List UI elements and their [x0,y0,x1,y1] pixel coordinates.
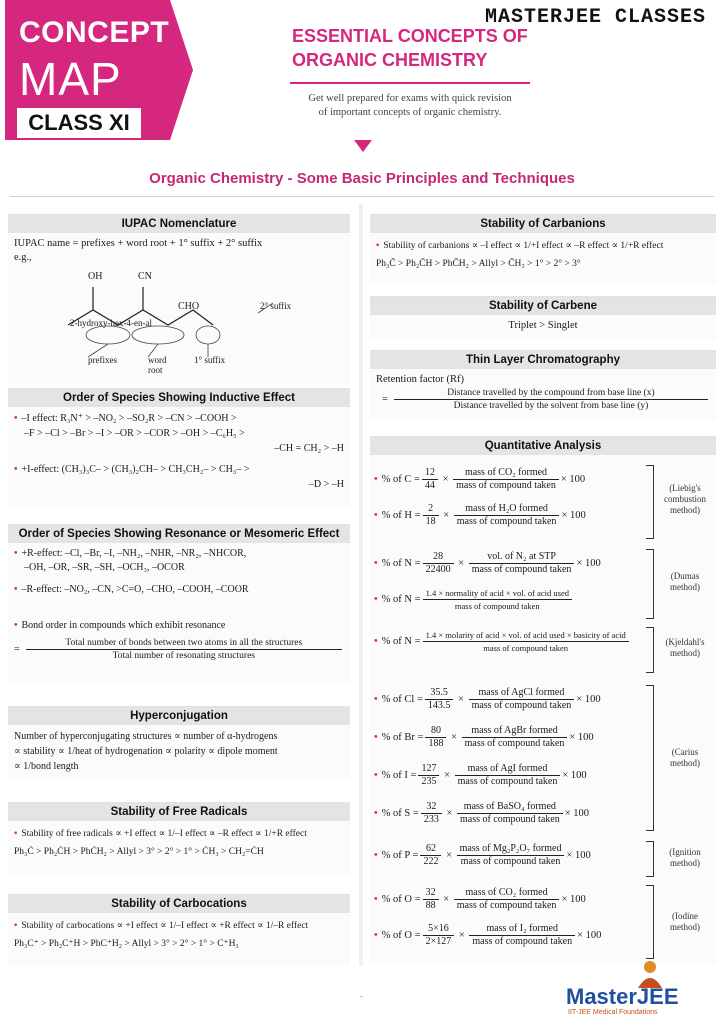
quantitative-title: Quantitative Analysis [370,437,716,455]
coef-num: 62 [420,843,441,856]
fraction-numerator: mass of H₂O formed [454,503,560,516]
struct-oh: OH [88,271,103,282]
method-bracket [646,685,654,831]
times-sign: × [440,893,452,905]
coef-den: 222 [423,856,439,867]
quantitative-row [374,843,636,868]
fraction-denominator: mass of compound taken [471,564,572,575]
row-fraction [469,687,575,712]
row-multiplier: × 100 [561,509,586,521]
quantitative-analysis-section [370,436,716,964]
quantitative-row [374,587,636,612]
row-lhs: % of Cl = [381,693,423,705]
carbanions-line2: Ph₃C̄ > Ph₂C̄H > PhC̄H₂ > Allyl > C̄H₃ > 1° > 2° > 3° [376,259,581,269]
method-bracket [646,627,654,673]
coef-den: 22400 [425,564,451,575]
row-coefficient [423,887,439,912]
label-prefixes: prefixes [88,355,117,365]
fraction-numerator: mass of BaSO₄ formed [457,801,563,814]
bullet-icon: • [374,557,378,569]
radicals-line1: Stability of free radicals ∝ +I effect ∝ 1/–I effect ∝ –R effect ∝ 1/+R effect [21,829,307,839]
minus-i-line1: –I effect: R₃N⁺ > –NO₂ > –SO₂R > –CN > –COOH > [21,413,237,424]
row-multiplier: × 100 [576,557,601,569]
coef-num: 35.5 [425,687,454,700]
subject-title: Organic Chemistry - Some Basic Principles and Techniques [149,170,575,187]
times-sign: × [448,731,460,743]
carbanions-line1: Stability of carbanions ∝ –I effect ∝ 1/+I effect ∝ –R effect ∝ 1/+R effect [383,241,664,251]
label-2-suffix: 2° suffix [260,301,292,311]
struct-chain-name: 2-hydroxy-hex-4-en-al [70,318,152,328]
row-fraction [455,763,561,788]
tagline [290,92,530,120]
row-fraction [453,467,559,492]
carbanions-section [370,214,716,284]
inductive-title: Order of Species Showing Inductive Effect [8,389,350,407]
bullet-icon: • [376,241,380,251]
resonance-title: Order of Species Showing Resonance or Mesomeric Effect [8,525,350,543]
carbene-section [370,296,716,340]
main-title-line1: ESSENTIAL CONCEPTS OF [292,26,528,46]
tlc-title: Thin Layer Chromatography [370,351,716,369]
coef-den: 88 [425,900,436,911]
bullet-icon: • [374,593,378,605]
free-radicals-title: Stability of Free Radicals [8,803,350,821]
fraction-denominator: mass of compound taken [454,601,540,611]
page-header [0,0,724,150]
carbocations-title: Stability of Carbocations [8,895,350,913]
coef-num: 5×16 [423,923,455,936]
times-sign: × [440,509,452,521]
carbanions-title: Stability of Carbanions [370,215,716,233]
coef-den: 233 [423,814,439,825]
tlc-retention-label: Retention factor (Rf) [376,374,465,385]
fraction-denominator: mass of compound taken [457,776,558,787]
badge-concept-text: CONCEPT [19,16,170,49]
bond-order-numerator: Total number of bonds between two atoms in all the structures [26,637,342,650]
plus-r-line2: –OH, –OR, –SR, –SH, –OCH₃, –OCOR [24,562,185,573]
bullet-icon: • [14,829,18,839]
fraction-denominator: mass of compound taken [483,643,569,653]
concept-map-badge [5,0,193,140]
method-bracket [646,549,654,619]
bullet-icon: • [14,584,18,595]
iupac-eg: e.g., [14,252,32,263]
tagline-line1: Get well prepared for exams with quick revision [308,93,512,104]
coef-den: 18 [425,516,436,527]
plus-r-line1: +R-effect: –Cl, –Br, –I, –NH₂, –NHR, –NR₂, –NHCOR, [21,548,247,559]
minus-i-line2: –F > –Cl > –Br > –I > –OR > –COR > –OH > –C₆H₅ > [24,428,245,439]
row-lhs: % of N = [381,635,421,647]
bullet-icon: • [374,769,378,781]
hyper-line2: ∝ stability ∝ 1/heat of hydrogenation ∝ polarity ∝ dipole moment [14,746,278,757]
bullet-icon: • [14,921,18,931]
quantitative-row [374,763,636,788]
fraction-denominator: mass of compound taken [460,856,561,867]
coef-den: 143.5 [427,700,451,711]
method-bracket [646,465,654,539]
row-coefficient [425,687,454,712]
bullet-icon: • [374,893,378,905]
iupac-section [8,214,350,384]
tagline-line2: of important concepts of organic chemistry. [318,107,502,118]
coef-num: 32 [423,887,439,900]
fraction-numerator: 1.4 × molarity of acid × vol. of acid used × basicity of acid [423,629,629,642]
row-coefficient [418,763,439,788]
times-sign: × [441,769,453,781]
carbocations-line2: Ph₃C⁺ > Ph₂C⁺H > PhC⁺H₂ > Allyl > 3° > 2° > 1° > C⁺H₃ [14,939,239,949]
coef-den: 2×127 [425,936,452,947]
subject-divider [10,196,714,197]
row-multiplier: × 100 [560,473,586,485]
bullet-icon: • [374,635,378,647]
bullet-icon: • [374,807,378,819]
coef-den: 188 [428,738,444,749]
row-coefficient [425,725,446,750]
bullet-icon: • [374,473,378,485]
radicals-line2: Ph₃Ċ > Ph₂ĊH > PhĊH₂ > Allyl > 3° > 2° > 1° > ĊH₃ > CH₂=ĊH [14,847,264,857]
coef-num: 80 [425,725,446,738]
tlc-section: Thin Layer Chromatography Retention factor (Rf) = $\frac{\text{Distance travelled by the compound from base line (x)}}{\text{Distance travelled by the solvent from base line (y)}}$ [370,350,716,420]
main-title-line2: ORGANIC CHEMISTRY [292,50,488,70]
fraction-denominator: mass of compound taken [456,516,557,527]
row-multiplier: × 100 [569,731,594,743]
label-word-root: word root [148,355,167,375]
coef-den: 235 [421,776,437,787]
inductive-effect-section [8,388,350,508]
coef-num: 127 [418,763,439,776]
fraction-numerator: mass of AgCl formed [469,687,575,700]
row-lhs: % of C = [381,473,420,485]
carbene-title: Stability of Carbene [370,297,716,315]
row-multiplier: × 100 [564,807,589,819]
tlc-denominator: Distance travelled by the solvent from base line (y) [453,401,649,411]
method-carius: (Carius method) [670,747,700,768]
free-radicals-section [8,802,350,874]
row-fraction [454,887,560,912]
row-coefficient [423,923,455,948]
row-multiplier: × 100 [562,769,587,781]
row-lhs: % of P = [381,849,419,861]
quantitative-row [374,801,636,826]
times-sign: × [443,807,455,819]
tlc-numerator: Distance travelled by the compound from base line (x) [394,387,708,400]
row-fraction [469,551,575,576]
fraction-numerator: 1.4 × normality of acid × vol. of acid used [423,587,572,600]
times-sign: × [439,473,452,485]
plus-i-line2: –D > –H [308,479,344,490]
page-mark: - [360,992,363,1001]
fraction-numerator: mass of Mg₂P₂O₇ formed [457,843,565,856]
row-lhs: % of I = [381,769,417,781]
bullet-icon: • [374,731,378,743]
carbocations-section [8,894,350,966]
logo-subtitle: IIT-JEE Medical Foundations [568,1009,658,1016]
coef-num: 12 [422,467,438,480]
fraction-denominator: mass of compound taken [456,900,557,911]
fraction-denominator: mass of compound taken [456,480,556,491]
method-iodine: (Iodine method) [670,911,700,932]
quantitative-row [374,629,636,654]
method-kjeldahl: (Kjeldahl's method) [665,637,705,658]
brand-name: MASTERJEE CLASSES [484,6,706,29]
minus-r-line: –R-effect: –NO₂, –CN, >C=O, –CHO, –COOH, –COOR [21,584,249,595]
bullet-icon: • [374,509,378,521]
row-lhs: % of O = [381,929,421,941]
row-multiplier: × 100 [561,893,586,905]
fraction-numerator: mass of AgBr formed [462,725,568,738]
row-fraction [462,725,568,750]
struct-cho: CHO [178,301,200,312]
coef-num: 2 [423,503,439,516]
row-lhs: % of H = [381,509,421,521]
method-bracket [646,885,654,959]
row-coefficient [420,843,441,868]
hyperconjugation-section [8,706,350,780]
times-sign: × [455,693,467,705]
times-sign: × [455,557,467,569]
fraction-numerator: mass of CO₂ formed [453,467,559,480]
bullet-icon: • [374,849,378,861]
row-lhs: % of Br = [381,731,424,743]
fraction-denominator: mass of compound taken [460,814,560,825]
badge-class-label: CLASS XI [17,108,141,138]
bond-order-denominator: Total number of resonating structures [112,651,255,661]
resonance-effect-section: Order of Species Showing Resonance or Mesomeric Effect • +R-effect: –Cl, –Br, –I, –NH₂, –NHR, –NR₂, –NHCOR, –OH, –OR, –SR, –SH, –OCH₃, –OCOR • –R-effect: –NO₂, –CN, >C=O, –CHO, –COOH, –COOR • Bond order in compounds which exhibit resonance = Total number of bonds between two atoms in all the structures Total number of resonating structures [8,524,350,684]
fraction-denominator: mass of compound taken [464,738,565,749]
row-coefficient [423,551,454,576]
bullet-icon: • [14,620,18,631]
row-multiplier: × 100 [576,693,601,705]
quantitative-row [374,551,636,576]
bond-order-heading: Bond order in compounds which exhibit resonance [21,620,226,631]
fraction-numerator: mass of CO₂ formed [454,887,560,900]
fraction-denominator: mass of compound taken [471,700,572,711]
hyper-line1: Number of hyperconjugating structures ∝ number of α-hydrogens [14,731,278,742]
iupac-title: IUPAC Nomenclature [8,215,350,233]
row-fraction [423,587,572,612]
hyperconjugation-title: Hyperconjugation [8,707,350,725]
down-arrow-icon [354,140,372,152]
plus-i-line1: +I-effect: (CH₃)₃C– > (CH₃)₂CH– > CH₃CH₂– > CH₃– > [21,464,250,475]
row-fraction [423,629,629,654]
minus-i-line3: –CH = CH₂ > –H [274,443,344,454]
fraction-numerator: vol. of N₂ at STP [469,551,575,564]
fraction-denominator: mass of compound taken [472,936,573,947]
bullet-icon: • [14,464,18,475]
row-fraction [469,923,575,948]
row-multiplier: × 100 [577,929,602,941]
bullet-icon: • [14,548,18,559]
fraction-numerator: mass of AgI formed [455,763,561,776]
carbocations-line1: Stability of carbocations ∝ +I effect ∝ 1/–I effect ∝ +R effect ∝ 1/–R effect [21,921,309,931]
quantitative-row [374,687,636,712]
row-coefficient [421,801,442,826]
logo-text: MasterJEE [566,984,679,1009]
carbene-line: Triplet > Singlet [508,320,578,331]
row-fraction [457,801,563,826]
iupac-formula: IUPAC name = prefixes + word root + 1° suffix + 2° suffix [14,238,263,249]
method-dumas: (Dumas method) [670,571,700,592]
quantitative-row [374,503,636,528]
times-sign: × [443,849,455,861]
hyper-line3: ∝ 1/bond length [14,761,79,772]
coef-den: 44 [424,480,435,491]
row-fraction [454,503,560,528]
row-fraction [457,843,565,868]
coef-num: 28 [423,551,454,564]
method-liebig: (Liebig's combustion method) [664,483,706,515]
method-bracket [646,841,654,877]
row-lhs: % of O = [381,893,421,905]
row-multiplier: × 100 [566,849,591,861]
struct-cn: CN [138,271,152,282]
row-coefficient [422,467,438,492]
method-ignition: (Ignition method) [669,847,701,868]
bullet-icon: • [14,413,18,424]
row-lhs: % of N = [381,593,421,605]
masterjee-logo [560,980,710,1020]
row-lhs: % of N = [381,557,421,569]
quantitative-row [374,887,636,912]
row-coefficient [423,503,439,528]
title-divider [290,82,530,84]
coef-num: 32 [421,801,442,814]
main-title [292,24,552,72]
quantitative-row [374,923,636,948]
fraction-numerator: mass of I₂ formed [469,923,575,936]
quantitative-row [374,467,636,492]
badge-map-text: MAP [19,53,122,105]
bullet-icon: • [374,929,378,941]
times-sign: × [456,929,468,941]
quantitative-row [374,725,636,750]
bullet-icon: • [374,693,378,705]
row-lhs: % of S = [381,807,419,819]
label-1-suffix: 1° suffix [194,355,226,365]
